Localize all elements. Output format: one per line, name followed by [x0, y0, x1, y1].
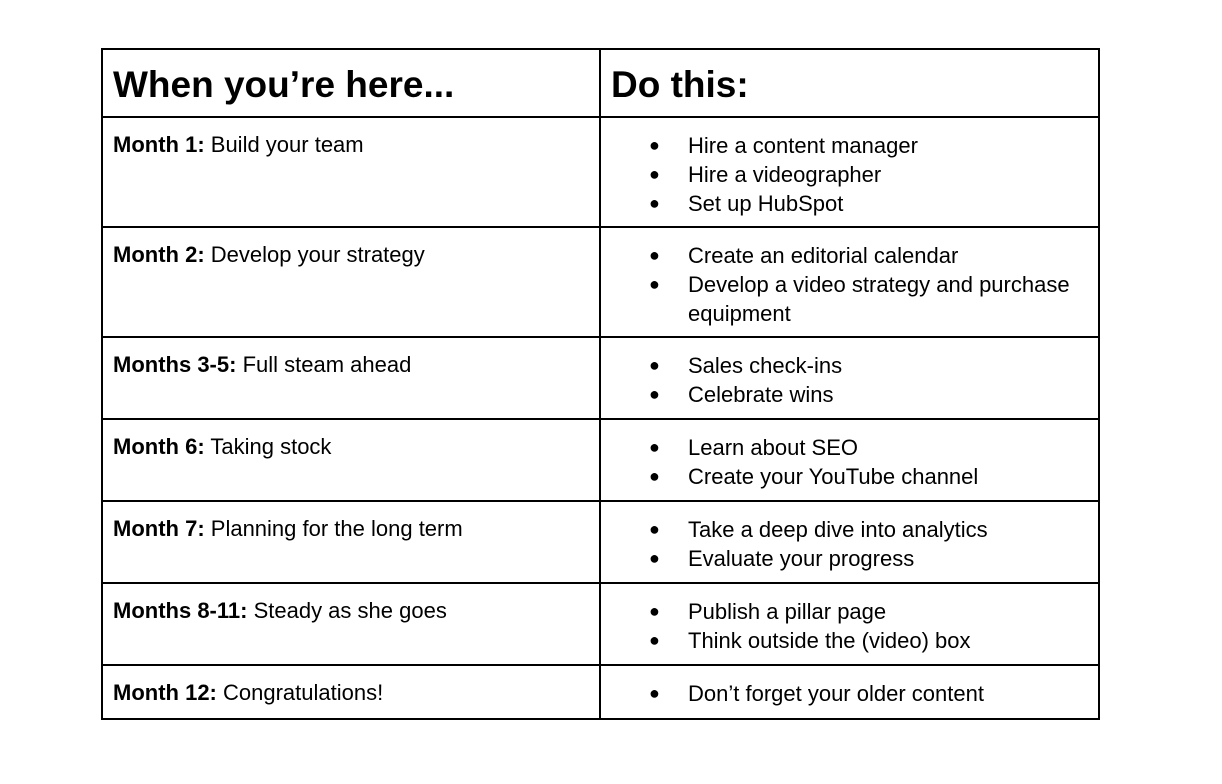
stage-cell — [102, 501, 600, 583]
table-row — [102, 583, 1099, 665]
list-item: ● Develop a video strategy and purchase equipment — [649, 272, 1070, 326]
bullet-icon: ● — [649, 683, 660, 703]
actions-cell — [600, 419, 1099, 501]
action-list — [601, 597, 1088, 655]
stage-label: Months 3-5: — [113, 352, 237, 377]
action-list — [601, 515, 1088, 573]
table-row — [102, 665, 1099, 719]
bullet-icon: ● — [649, 601, 660, 621]
stage-cell — [102, 337, 600, 419]
stage-title: Steady as she goes — [247, 598, 447, 623]
list-item: ● Think outside the (video) box — [649, 628, 971, 653]
bullet-icon: ● — [649, 630, 660, 650]
stage-cell — [102, 665, 600, 719]
table-row — [102, 501, 1099, 583]
actions-cell — [600, 501, 1099, 583]
stage-label: Month 7: — [113, 516, 205, 541]
action-list — [601, 351, 1088, 409]
list-item: ● Create an editorial calendar — [649, 243, 959, 268]
actions-cell — [600, 583, 1099, 665]
list-item: ● Create your YouTube channel — [649, 464, 979, 489]
bullet-icon: ● — [649, 466, 660, 486]
header-when: When you’re here... — [102, 49, 600, 117]
list-item: ● Don’t forget your older content — [649, 681, 984, 706]
actions-cell — [600, 665, 1099, 719]
action-list — [601, 241, 1088, 328]
bullet-icon: ● — [649, 193, 660, 213]
table-row — [102, 227, 1099, 337]
bullet-icon: ● — [649, 245, 660, 265]
actions-cell — [600, 337, 1099, 419]
stage-label: Month 6: — [113, 434, 205, 459]
stage-title: Develop your strategy — [204, 242, 425, 267]
header-do-this: Do this: — [600, 49, 1099, 117]
list-item: ● Learn about SEO — [649, 435, 859, 460]
stage-cell — [102, 117, 600, 227]
list-item: ● Celebrate wins — [649, 382, 834, 407]
stage-title: Full steam ahead — [236, 352, 412, 377]
bullet-icon: ● — [649, 437, 660, 457]
table-row — [102, 117, 1099, 227]
list-item: ● Publish a pillar page — [649, 599, 887, 624]
actions-cell — [600, 227, 1099, 337]
stage-cell — [102, 419, 600, 501]
bullet-icon: ● — [649, 548, 660, 568]
list-item: ● Take a deep dive into analytics — [649, 517, 988, 542]
bullet-icon: ● — [649, 355, 660, 375]
stage-cell — [102, 227, 600, 337]
action-list — [601, 679, 1088, 708]
table-row — [102, 419, 1099, 501]
bullet-icon: ● — [649, 519, 660, 539]
table-header-row — [102, 49, 1099, 117]
bullet-icon: ● — [649, 135, 660, 155]
stage-title: Taking stock — [204, 434, 332, 459]
stage-title: Planning for the long term — [204, 516, 463, 541]
stage-title: Congratulations! — [216, 680, 384, 705]
stage-title: Build your team — [204, 132, 364, 157]
stage-cell — [102, 583, 600, 665]
bullet-icon: ● — [649, 384, 660, 404]
action-list — [601, 131, 1088, 218]
stage-label: Month 1: — [113, 132, 205, 157]
action-list — [601, 433, 1088, 491]
list-item: ● Evaluate your progress — [649, 546, 915, 571]
list-item: ● Set up HubSpot — [649, 191, 844, 216]
list-item: ● Sales check-ins — [649, 353, 843, 378]
table-row — [102, 337, 1099, 419]
list-item: ● Hire a videographer — [649, 162, 882, 187]
stage-label: Month 2: — [113, 242, 205, 267]
list-item: ● Hire a content manager — [649, 133, 918, 158]
bullet-icon: ● — [649, 164, 660, 184]
stage-label: Months 8-11: — [113, 598, 248, 623]
bullet-icon: ● — [649, 274, 660, 294]
roadmap-table — [101, 48, 1100, 720]
actions-cell — [600, 117, 1099, 227]
stage-label: Month 12: — [113, 680, 217, 705]
